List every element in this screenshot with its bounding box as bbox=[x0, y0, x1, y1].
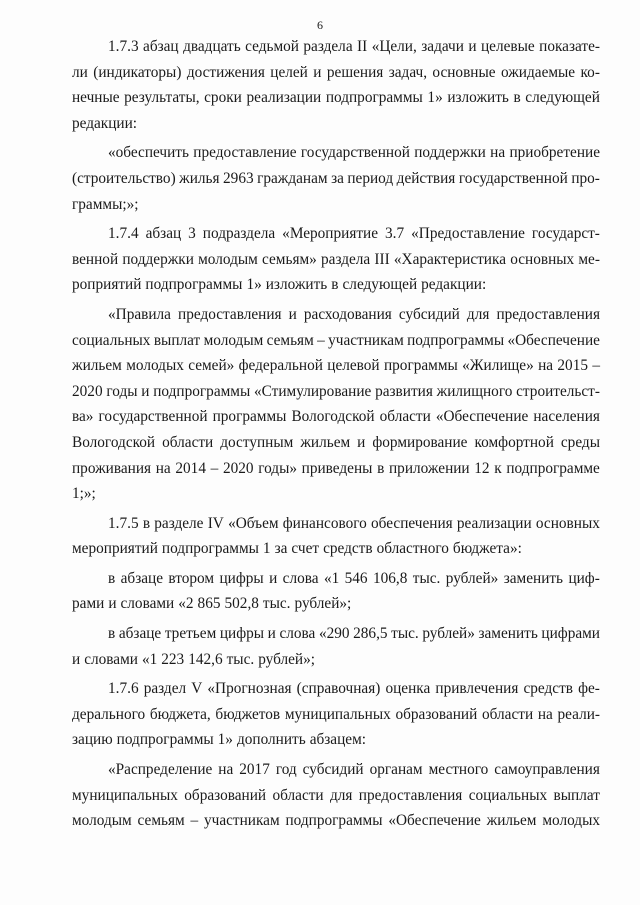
word: программы bbox=[212, 408, 287, 426]
word: зацию bbox=[72, 731, 113, 749]
word: цифры bbox=[219, 625, 265, 643]
word: подпрограммы bbox=[161, 540, 259, 558]
text-line bbox=[72, 757, 600, 783]
page-number: 6 bbox=[317, 18, 323, 32]
word: комфортной bbox=[474, 433, 554, 451]
word: молодым bbox=[72, 812, 132, 830]
word: «2 bbox=[178, 595, 194, 613]
word: обеспечения bbox=[371, 514, 453, 532]
word: в bbox=[108, 625, 116, 643]
text-line bbox=[72, 247, 600, 273]
text-line bbox=[72, 481, 600, 507]
word: задачи bbox=[421, 38, 464, 55]
word: доступным bbox=[220, 433, 294, 451]
word: предоставления bbox=[178, 305, 282, 323]
word: развития bbox=[375, 382, 433, 400]
word: расходования bbox=[303, 305, 392, 323]
word: «Предоставление bbox=[411, 225, 525, 243]
word: на bbox=[538, 357, 554, 375]
text-line bbox=[72, 536, 600, 562]
word: и bbox=[357, 433, 366, 451]
text-line bbox=[72, 702, 600, 728]
word: действия bbox=[396, 169, 456, 187]
paragraph bbox=[72, 302, 600, 507]
word: семьям» bbox=[262, 250, 317, 268]
text-line bbox=[72, 272, 600, 298]
word: программы bbox=[383, 357, 458, 375]
word: – bbox=[317, 331, 325, 349]
word: ожидаемые bbox=[500, 63, 576, 81]
word: за bbox=[274, 540, 288, 558]
text-line bbox=[72, 111, 600, 137]
word: – bbox=[210, 459, 219, 477]
word: жилья bbox=[179, 169, 220, 187]
word: основные bbox=[432, 63, 496, 81]
word: молодым bbox=[198, 250, 258, 268]
word: государст- bbox=[531, 225, 600, 243]
word: 502,8 bbox=[224, 595, 259, 613]
word: семьям bbox=[266, 331, 314, 349]
word: «Обеспечение bbox=[507, 331, 600, 349]
word: участникам bbox=[328, 331, 404, 349]
word: семей» bbox=[188, 357, 235, 375]
text-line bbox=[72, 647, 600, 673]
word: – bbox=[592, 357, 600, 375]
text-line bbox=[72, 783, 600, 809]
word: абзацем: bbox=[309, 731, 366, 749]
word: тыс. bbox=[262, 595, 291, 613]
word: жильем bbox=[72, 357, 122, 375]
word: 286,5 bbox=[353, 625, 388, 643]
word: формирование bbox=[372, 433, 468, 451]
word: привлечения bbox=[435, 680, 519, 698]
word: V bbox=[191, 680, 203, 698]
text-line bbox=[72, 430, 600, 456]
word: государственной bbox=[98, 408, 208, 426]
word: подпрограммы bbox=[145, 276, 243, 294]
word: бюджета»: bbox=[452, 540, 522, 558]
word: субсидий bbox=[302, 761, 364, 779]
word: тыс. bbox=[391, 625, 419, 643]
word: II bbox=[357, 38, 368, 55]
paragraph bbox=[72, 34, 600, 136]
word: 1» bbox=[246, 276, 262, 294]
paragraph bbox=[72, 566, 600, 617]
document-body bbox=[72, 34, 600, 834]
paragraph bbox=[72, 621, 600, 672]
word: молодым bbox=[203, 331, 264, 349]
word: заменить bbox=[503, 569, 564, 587]
word: субсидий bbox=[398, 305, 460, 323]
word: «Объем bbox=[228, 514, 279, 532]
word: за bbox=[331, 169, 344, 187]
word: «1 bbox=[141, 650, 158, 668]
word: дерального bbox=[72, 705, 146, 723]
word: заменить bbox=[478, 625, 538, 643]
word: муниципальных bbox=[284, 705, 391, 723]
word: абзац bbox=[145, 225, 182, 243]
word: цифрами bbox=[541, 625, 600, 643]
word: области bbox=[379, 408, 431, 426]
word: к bbox=[494, 459, 502, 477]
word: результаты, bbox=[124, 89, 200, 107]
word: следующей bbox=[342, 276, 418, 294]
word: словами bbox=[120, 595, 175, 613]
text-line bbox=[72, 379, 600, 405]
word: государственной bbox=[300, 144, 410, 162]
word: слова bbox=[279, 625, 316, 643]
word: фе- bbox=[578, 680, 600, 698]
word: 1;»; bbox=[72, 485, 96, 503]
word: абзаце bbox=[118, 625, 162, 643]
word: период bbox=[347, 169, 394, 187]
word: 1.7.6 bbox=[108, 680, 139, 698]
word: финансового bbox=[282, 514, 367, 532]
word: нечные bbox=[72, 89, 120, 107]
word: и bbox=[269, 569, 278, 587]
word: областного bbox=[376, 540, 449, 558]
word: годы» bbox=[258, 459, 297, 477]
word: социальных bbox=[468, 786, 548, 804]
word: и bbox=[141, 382, 150, 400]
text-line bbox=[72, 166, 600, 192]
word: подпрограммы bbox=[285, 812, 383, 830]
word: целевой bbox=[327, 357, 380, 375]
word: для bbox=[329, 786, 353, 804]
word: образований bbox=[395, 705, 478, 723]
word: «Прогнозная bbox=[207, 680, 292, 698]
word: целей bbox=[270, 63, 308, 81]
word: 2017 bbox=[239, 761, 270, 779]
word: тыс. bbox=[226, 650, 255, 668]
word: тыс. bbox=[412, 569, 441, 587]
word: и bbox=[108, 595, 117, 613]
word: реализации bbox=[246, 89, 322, 107]
word: бюджета, bbox=[149, 705, 211, 723]
word: изложить bbox=[265, 276, 328, 294]
word: редакции: bbox=[421, 276, 487, 294]
word: на bbox=[218, 761, 234, 779]
word: в bbox=[513, 89, 521, 107]
word: жильем bbox=[486, 812, 537, 830]
word: и bbox=[72, 650, 81, 668]
word: «обеспечить bbox=[108, 144, 189, 162]
word: области bbox=[272, 786, 324, 804]
word: третьем bbox=[164, 625, 217, 643]
word: гражданам bbox=[257, 169, 328, 187]
text-line bbox=[72, 808, 600, 834]
word: предоставления bbox=[358, 786, 463, 804]
word: поддержки bbox=[122, 250, 194, 268]
word: абзац bbox=[143, 38, 179, 55]
word: на bbox=[490, 144, 506, 162]
text-line bbox=[72, 60, 600, 86]
word: год bbox=[275, 761, 297, 779]
paragraph bbox=[72, 676, 600, 753]
word: (справочная) bbox=[296, 680, 381, 698]
word: двадцать bbox=[183, 38, 241, 55]
word: области bbox=[162, 433, 214, 451]
word: счет bbox=[291, 540, 320, 558]
text-line bbox=[72, 727, 600, 753]
word: венной bbox=[72, 250, 119, 268]
word: целевые bbox=[481, 38, 535, 55]
word: и bbox=[267, 625, 276, 643]
word: рами bbox=[72, 595, 105, 613]
word: роприятий bbox=[72, 276, 142, 294]
text-line bbox=[72, 34, 600, 60]
word: приобретение bbox=[509, 144, 600, 162]
word: решения bbox=[326, 63, 384, 81]
word: абзаце bbox=[120, 569, 164, 587]
word: молодых bbox=[542, 812, 600, 830]
word: социальных bbox=[72, 331, 151, 349]
word: и bbox=[468, 38, 477, 55]
word: 142,6 bbox=[188, 650, 223, 668]
word: подпрограммы bbox=[325, 89, 423, 107]
word: основных bbox=[535, 514, 600, 532]
word: области bbox=[482, 705, 534, 723]
word: «Обеспечение bbox=[435, 408, 529, 426]
paragraph bbox=[72, 221, 600, 298]
word: мероприятий bbox=[72, 540, 158, 558]
word: приведены bbox=[301, 459, 373, 477]
word: государственной bbox=[458, 169, 568, 187]
word: бюджетов bbox=[215, 705, 281, 723]
word: предоставление bbox=[193, 144, 297, 162]
text-line bbox=[72, 328, 600, 354]
word: рублей»; bbox=[258, 650, 315, 668]
word: 1.7.3 bbox=[108, 38, 139, 55]
word: органам bbox=[369, 761, 423, 779]
word: населения bbox=[533, 408, 600, 426]
text-line bbox=[72, 404, 600, 430]
word: граммы;»; bbox=[72, 195, 139, 213]
word: Вологодской bbox=[291, 408, 375, 426]
word: «Цели, bbox=[371, 38, 417, 55]
word: рублей»; bbox=[294, 595, 352, 613]
word: редакции: bbox=[72, 114, 138, 132]
text-line bbox=[72, 566, 600, 592]
word: средств bbox=[323, 540, 373, 558]
word: «290 bbox=[318, 625, 350, 643]
word: следующей bbox=[525, 89, 600, 107]
word: и bbox=[313, 63, 322, 81]
word: цифры bbox=[219, 569, 264, 587]
word: втором bbox=[168, 569, 215, 587]
word: местного bbox=[428, 761, 489, 779]
word: 106,8 bbox=[372, 569, 408, 587]
word: ли bbox=[72, 63, 88, 81]
word: (индикаторы) bbox=[93, 63, 182, 81]
word: на bbox=[155, 459, 171, 477]
word: 223 bbox=[161, 650, 185, 668]
word: предоставления bbox=[496, 305, 600, 323]
text-line bbox=[72, 621, 600, 647]
word: IV bbox=[207, 514, 224, 532]
paragraph bbox=[72, 140, 600, 217]
word: «Распределение bbox=[108, 761, 213, 779]
word: строительст- bbox=[516, 382, 600, 400]
word: изложить bbox=[447, 89, 509, 107]
word: участникам bbox=[204, 812, 280, 830]
word: ме- bbox=[578, 250, 600, 268]
word: основных bbox=[510, 250, 575, 268]
word: реали- bbox=[557, 705, 600, 723]
word: в bbox=[108, 569, 116, 587]
word: «Характеристика bbox=[393, 250, 506, 268]
word: 546 bbox=[344, 569, 368, 587]
word: раздел bbox=[143, 680, 187, 698]
word: «Мероприятие bbox=[282, 225, 379, 243]
word: 2020 bbox=[222, 459, 254, 477]
word: 865 bbox=[197, 595, 221, 613]
word: ва» bbox=[72, 408, 94, 426]
text-line bbox=[72, 85, 600, 111]
word: выплат bbox=[153, 331, 201, 349]
word: «Жилище» bbox=[462, 357, 534, 375]
word: 2963 bbox=[223, 169, 254, 187]
word: 2020 bbox=[72, 382, 103, 400]
word: муниципальных bbox=[72, 786, 178, 804]
word: для bbox=[466, 305, 490, 323]
word: раздела bbox=[303, 38, 353, 55]
word: 1.7.4 bbox=[108, 225, 139, 243]
word: раздела bbox=[321, 250, 371, 268]
word: «1 bbox=[323, 569, 340, 587]
word: «Правила bbox=[108, 305, 171, 323]
word: подпрограмме bbox=[506, 459, 600, 477]
word: рублей» bbox=[445, 569, 499, 587]
text-line bbox=[72, 192, 600, 218]
word: 12 bbox=[474, 459, 490, 477]
text-line bbox=[72, 302, 600, 328]
word: разделе bbox=[154, 514, 204, 532]
text-line bbox=[72, 456, 600, 482]
word: 1.7.5 bbox=[108, 514, 139, 532]
word: подпрограммы bbox=[407, 331, 505, 349]
word: 3.7 bbox=[385, 225, 405, 243]
word: показате- bbox=[539, 38, 600, 55]
paragraph bbox=[72, 757, 600, 834]
word: образований bbox=[184, 786, 267, 804]
word: словами bbox=[84, 650, 138, 668]
word: 2015 bbox=[557, 357, 588, 375]
text-line bbox=[72, 140, 600, 166]
word: федеральной bbox=[238, 357, 323, 375]
word: III bbox=[374, 250, 390, 268]
word: циф- bbox=[568, 569, 600, 587]
paragraph bbox=[72, 511, 600, 562]
word: слова bbox=[282, 569, 319, 587]
text-line bbox=[72, 221, 600, 247]
word: 2014 bbox=[175, 459, 206, 477]
text-line bbox=[72, 591, 600, 617]
text-line bbox=[72, 511, 600, 537]
word: годы bbox=[106, 382, 138, 400]
word: выплат bbox=[553, 786, 600, 804]
word: подпрограммы bbox=[116, 731, 214, 749]
word: жильем bbox=[300, 433, 351, 451]
word: поддержки bbox=[414, 144, 486, 162]
text-line bbox=[72, 676, 600, 702]
word: жилищного bbox=[436, 382, 513, 400]
word: оценка bbox=[385, 680, 431, 698]
word: «Стимулирование bbox=[254, 382, 372, 400]
word: 3 bbox=[188, 225, 196, 243]
word: рублей» bbox=[422, 625, 475, 643]
word: Вологодской bbox=[72, 433, 156, 451]
word: проживания bbox=[72, 459, 152, 477]
word: семьям bbox=[137, 812, 185, 830]
word: задач, bbox=[388, 63, 428, 81]
word: в bbox=[331, 276, 339, 294]
word: 1 bbox=[262, 540, 271, 558]
word: и bbox=[288, 305, 297, 323]
word: (строительство) bbox=[72, 169, 176, 187]
word: седьмой bbox=[245, 38, 299, 55]
word: сроки bbox=[204, 89, 242, 107]
word: реализации bbox=[456, 514, 532, 532]
word: про- bbox=[571, 169, 600, 187]
word: молодых bbox=[126, 357, 184, 375]
word: подпрограммы bbox=[153, 382, 251, 400]
word: средств bbox=[523, 680, 573, 698]
word: 1» bbox=[427, 89, 443, 107]
word: дополнить bbox=[236, 731, 306, 749]
word: приложении bbox=[388, 459, 470, 477]
word: среды bbox=[560, 433, 600, 451]
word: в bbox=[377, 459, 385, 477]
word: в bbox=[142, 514, 151, 532]
text-line bbox=[72, 353, 600, 379]
word: на bbox=[537, 705, 553, 723]
word: 1» bbox=[217, 731, 233, 749]
word: – bbox=[190, 812, 199, 830]
word: «Обеспечение bbox=[388, 812, 481, 830]
word: достижения bbox=[186, 63, 265, 81]
word: подраздела bbox=[202, 225, 276, 243]
word: самоуправления bbox=[494, 761, 600, 779]
word: ко- bbox=[580, 63, 600, 81]
